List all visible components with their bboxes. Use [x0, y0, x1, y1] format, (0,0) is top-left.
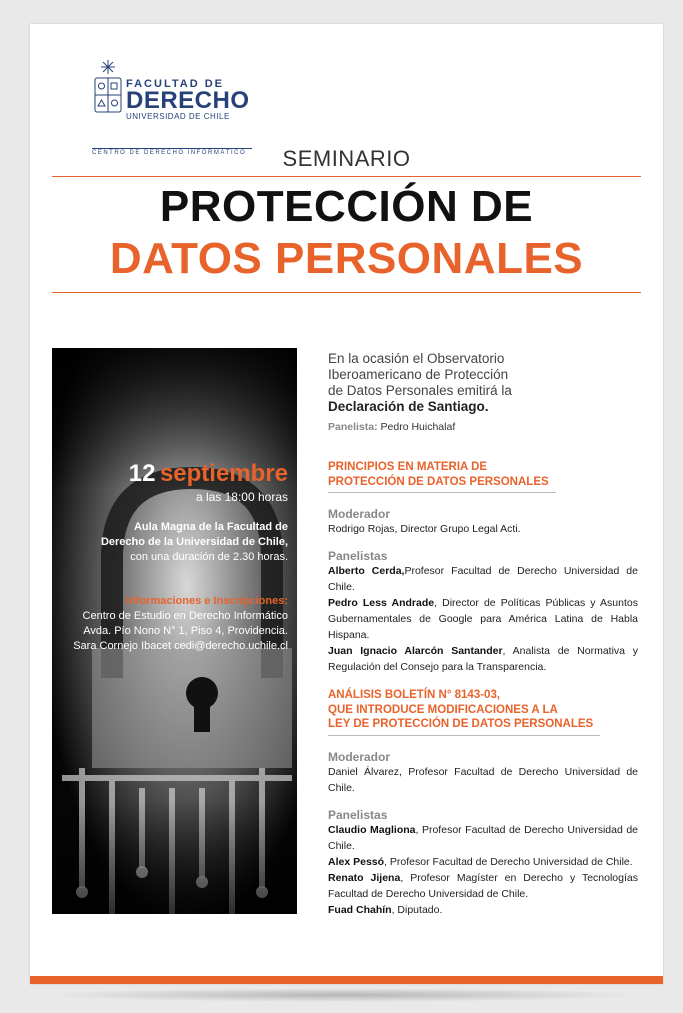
event-time: a las 18:00 horas [195, 490, 288, 504]
panelist-name: Pedro Huichalaf [380, 421, 456, 433]
section-1 [328, 460, 638, 675]
section-1-moderator: Rodrigo Rojas, Director Grupo Legal Acti. [328, 523, 521, 535]
info-line-2: Avda. Pío Nono N° 1, Piso 4, Providencia. [83, 625, 288, 637]
event-date [129, 460, 288, 488]
poster-sheet [30, 24, 663, 984]
logo-line-1: FACULTAD DE [126, 78, 224, 90]
event-photo-panel [52, 348, 297, 914]
event-day: 12 [128, 460, 156, 487]
section-2-panelist-1: Claudio Magliona, Profesor Facultad de Derecho Universidad de Chile. [328, 823, 638, 852]
section-1-panelists-label: Panelistas [328, 549, 388, 563]
section-1-moderator-label: Moderador [328, 507, 391, 521]
header-rule-bottom [52, 292, 641, 293]
info-title: Informaciones e Inscripciones: [126, 595, 288, 607]
intro-line-3: de Datos Personales emitirá la [328, 383, 512, 398]
section-2-moderator-label: Moderador [328, 749, 391, 764]
venue-line-3: con una duración de 2.30 horas. [130, 551, 288, 563]
faculty-logo [92, 58, 257, 158]
title-line-1: PROTECCIÓN DE [159, 182, 534, 231]
event-venue [101, 520, 288, 565]
header-rule-top [52, 176, 641, 177]
section-2-panelists-label: Panelistas [328, 807, 388, 822]
intro-line-4: Declaración de Santiago. [328, 399, 489, 414]
section-2 [328, 688, 638, 918]
intro-block [328, 351, 638, 435]
section-2-panelist-2: Alex Pessó, Profesor Facultad de Derecho Universidad de Chile. [328, 855, 633, 868]
logo-line-3: UNIVERSIDAD DE CHILE [126, 112, 230, 121]
info-line-3: Sara Cornejo Ibacet cedi@derecho.uchile.cl [73, 640, 288, 652]
venue-line-1: Aula Magna de la Facultad de [133, 521, 288, 533]
intro-line-2: Iberoamericano de Protección [328, 367, 509, 382]
section-2-rule [328, 735, 600, 736]
logo-line-2: DERECHO [126, 87, 250, 114]
section-1-panelist-3: Juan Ignacio Alarcón Santander, Analista de Normativa y Regulación del Consejo para la Transparencia. [328, 645, 638, 673]
event-month: septiembre [159, 460, 288, 487]
bottom-accent-bar [30, 976, 663, 984]
event-info [73, 594, 288, 654]
intro-line-1: En la ocasión el Observatorio [328, 351, 505, 366]
section-1-title-line-2: PROTECCIÓN DE DATOS PERSONALES [328, 475, 549, 488]
title-line-2: DATOS PERSONALES [109, 234, 584, 283]
panelist-label: Panelista: [328, 421, 378, 433]
venue-line-2: Derecho de la Universidad de Chile, [100, 536, 288, 548]
section-1-title-line-1: PRINCIPIOS EN MATERIA DE [328, 461, 488, 473]
section-2-title-line-1: ANÁLISIS BOLETÍN N° 8143-03, [328, 689, 501, 701]
section-1-panelist-2: Pedro Less Andrade, Director de Políticas Públicas y Asuntos Gubernamentales de Google para América Latina de Habla Hispana. [328, 597, 638, 641]
section-2-title-line-2: QUE INTRODUCE MODIFICACIONES A LA [328, 703, 558, 716]
section-2-panelist-4: Fuad Chahín, Diputado. [328, 903, 443, 916]
coat-of-arms-icon [92, 58, 124, 118]
section-2-title-line-3: LEY DE PROTECCIÓN DE DATOS PERSONALES [328, 718, 594, 730]
section-2-moderator: Daniel Álvarez, Profesor Facultad de Derecho Universidad de Chile. [328, 765, 638, 794]
section-2-panelist-3: Renato Jijena, Profesor Magíster en Derecho y Tecnologías Facultad de Derecho Universidad de Chile. [328, 871, 638, 900]
section-1-panelist-1: Alberto Cerda,Profesor Facultad de Derecho Universidad de Chile. [328, 565, 638, 593]
logo-line-4: CENTRO DE DERECHO INFORMÁTICO [92, 150, 247, 156]
section-1-rule [328, 492, 556, 493]
page-shadow [40, 988, 643, 1002]
intro-panelist [328, 419, 638, 435]
seminar-kicker: SEMINARIO [282, 146, 411, 171]
info-line-1: Centro de Estudio en Derecho Informático [82, 610, 288, 622]
